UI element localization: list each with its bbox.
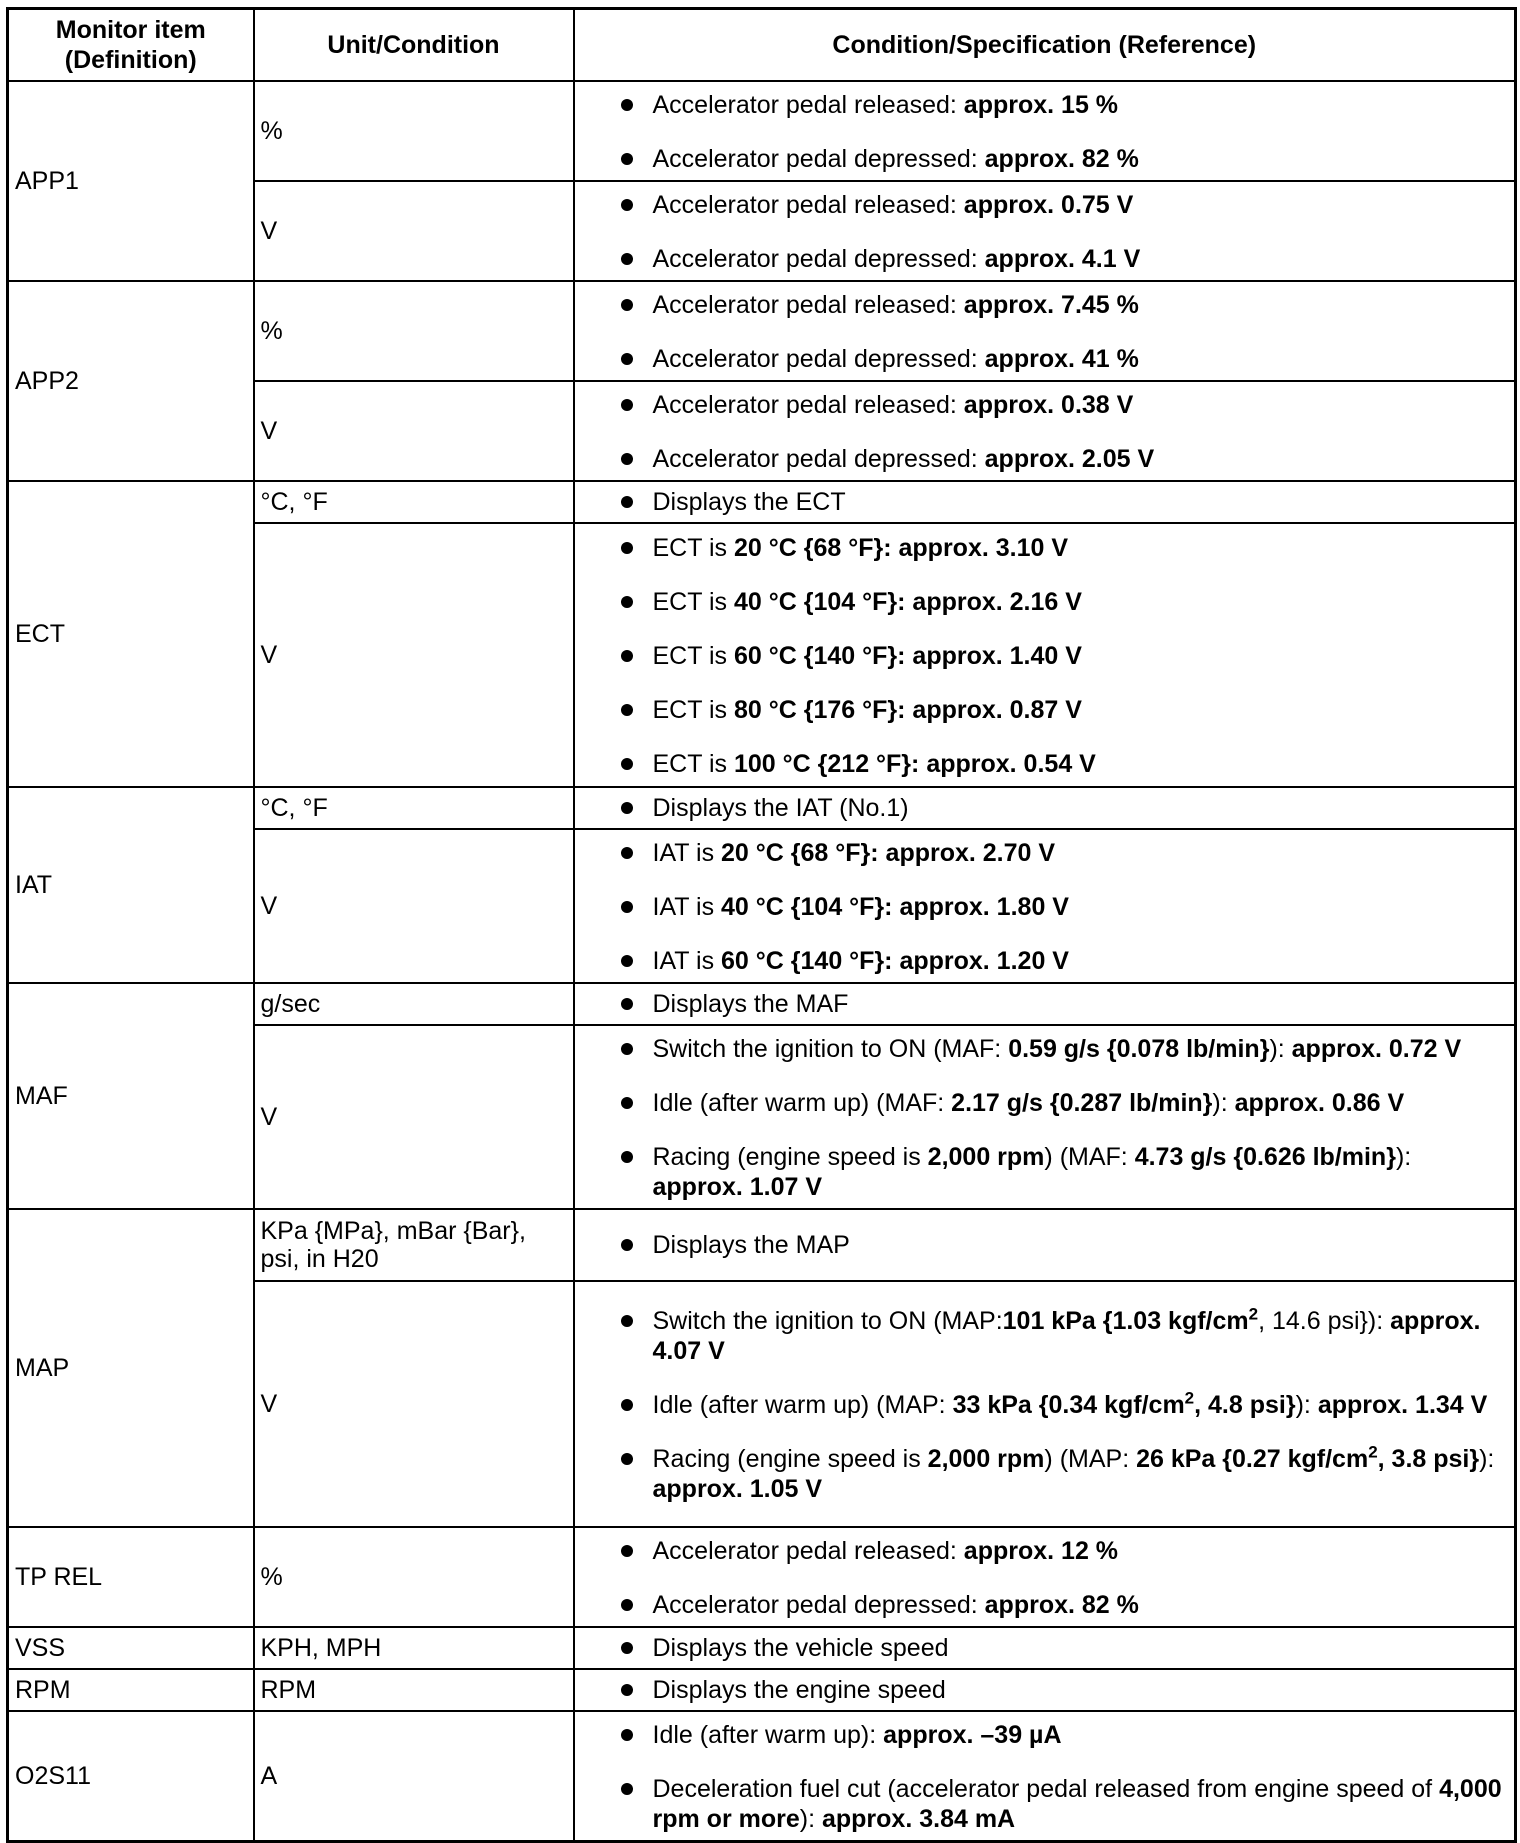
list-item: Accelerator pedal depressed: approx. 4.1 V xyxy=(621,244,1509,274)
list-item: IAT is 20 °C {68 °F}: approx. 2.70 V xyxy=(621,838,1509,868)
item-tp-rel: TP REL xyxy=(8,1527,254,1627)
list-item: Accelerator pedal depressed: approx. 82 % xyxy=(621,1590,1509,1620)
spec-cell xyxy=(574,181,1516,281)
list-item: Accelerator pedal released: approx. 0.38 V xyxy=(621,390,1509,420)
unit-cell: % xyxy=(254,281,574,381)
unit-cell: KPH, MPH xyxy=(254,1627,574,1669)
list-item: IAT is 40 °C {104 °F}: approx. 1.80 V xyxy=(621,892,1509,922)
list-item: Racing (engine speed is 2,000 rpm) (MAP: 26 kPa {0.27 kgf/$cm^2$, 3.8 psi}): approx. 1.05 V xyxy=(621,1444,1509,1504)
list-item: Accelerator pedal released: approx. 15 % xyxy=(621,90,1509,120)
table-row xyxy=(8,1527,1516,1627)
list-item: Accelerator pedal released: approx. 7.45 % xyxy=(621,290,1509,320)
table-row xyxy=(8,81,1516,181)
list-item: Accelerator pedal depressed: approx. 41 % xyxy=(621,344,1509,374)
list-item: Idle (after warm up) (MAP: 33 kPa {0.34 kgf/$cm^2$, 4.8 psi}): approx. 1.34 V xyxy=(621,1390,1509,1420)
table-row xyxy=(8,983,1516,1025)
spec-cell xyxy=(574,481,1516,523)
list-item: Accelerator pedal released: approx. 12 % xyxy=(621,1536,1509,1566)
list-item: Displays the vehicle speed xyxy=(621,1633,1509,1663)
unit-cell: % xyxy=(254,1527,574,1627)
unit-cell: V xyxy=(254,181,574,281)
unit-cell: % xyxy=(254,81,574,181)
list-item: Idle (after warm up) (MAF: 2.17 g/s {0.287 lb/min}): approx. 0.86 V xyxy=(621,1088,1509,1118)
table-row xyxy=(8,787,1516,829)
list-item: ECT is 80 °C {176 °F}: approx. 0.87 V xyxy=(621,695,1509,725)
list-item: Displays the engine speed xyxy=(621,1675,1509,1705)
spec-cell xyxy=(574,1025,1516,1209)
list-item: Deceleration fuel cut (accelerator pedal released from engine speed of 4,000 rpm or more): approx. 3.84 mA xyxy=(621,1774,1509,1834)
item-vss: VSS xyxy=(8,1627,254,1669)
table-row xyxy=(8,1711,1516,1842)
list-item: IAT is 60 °C {140 °F}: approx. 1.20 V xyxy=(621,946,1509,976)
spec-cell xyxy=(574,829,1516,983)
table-row xyxy=(8,481,1516,523)
list-item: ECT is 40 °C {104 °F}: approx. 2.16 V xyxy=(621,587,1509,617)
spec-cell xyxy=(574,1527,1516,1627)
item-maf: MAF xyxy=(8,983,254,1209)
unit-cell: V xyxy=(254,381,574,481)
spec-cell xyxy=(574,1281,1516,1527)
spec-cell xyxy=(574,81,1516,181)
monitor-spec-table xyxy=(6,7,1517,1843)
list-item: Displays the MAP xyxy=(621,1230,1509,1260)
unit-cell: V xyxy=(254,1281,574,1527)
spec-cell xyxy=(574,1711,1516,1842)
header-condition-spec: Condition/Specification (Reference) xyxy=(574,9,1516,82)
spec-cell xyxy=(574,1209,1516,1281)
list-item: Idle (after warm up): approx. –39 µA xyxy=(621,1720,1509,1750)
unit-cell: °C, °F xyxy=(254,481,574,523)
unit-cell: RPM xyxy=(254,1669,574,1711)
spec-cell xyxy=(574,787,1516,829)
list-item: Displays the MAF xyxy=(621,989,1509,1019)
list-item: ECT is 60 °C {140 °F}: approx. 1.40 V xyxy=(621,641,1509,671)
header-unit-condition: Unit/Condition xyxy=(254,9,574,82)
header-monitor-item: Monitor item (Definition) xyxy=(8,9,254,82)
header-row xyxy=(8,9,1516,82)
list-item: ECT is 100 °C {212 °F}: approx. 0.54 V xyxy=(621,749,1509,779)
list-item: Racing (engine speed is 2,000 rpm) (MAF: 4.73 g/s {0.626 lb/min}): approx. 1.07 V xyxy=(621,1142,1509,1202)
item-app1: APP1 xyxy=(8,81,254,281)
spec-cell xyxy=(574,1669,1516,1711)
item-ect: ECT xyxy=(8,481,254,787)
list-item: ECT is 20 °C {68 °F}: approx. 3.10 V xyxy=(621,533,1509,563)
unit-cell: V xyxy=(254,523,574,787)
list-item: Switch the ignition to ON (MAF: 0.59 g/s {0.078 lb/min}): approx. 0.72 V xyxy=(621,1034,1509,1064)
item-iat: IAT xyxy=(8,787,254,983)
unit-cell: KPa {MPa}, mBar {Bar}, psi, in H20 xyxy=(254,1209,574,1281)
item-app2: APP2 xyxy=(8,281,254,481)
table-row xyxy=(8,1209,1516,1281)
table-row xyxy=(8,1627,1516,1669)
spec-cell xyxy=(574,281,1516,381)
spec-cell xyxy=(574,381,1516,481)
list-item: Accelerator pedal released: approx. 0.75 V xyxy=(621,190,1509,220)
list-item: Displays the IAT (No.1) xyxy=(621,793,1509,823)
unit-cell: A xyxy=(254,1711,574,1842)
unit-cell: g/sec xyxy=(254,983,574,1025)
list-item: Switch the ignition to ON (MAP:101 kPa {1.03 kgf/$cm^2$, 14.6 psi}): approx. 4.07 V xyxy=(621,1306,1509,1366)
spec-cell xyxy=(574,1627,1516,1669)
unit-cell: °C, °F xyxy=(254,787,574,829)
list-item: Accelerator pedal depressed: approx. 2.05 V xyxy=(621,444,1509,474)
item-map: MAP xyxy=(8,1209,254,1527)
spec-cell xyxy=(574,523,1516,787)
unit-cell: V xyxy=(254,1025,574,1209)
unit-cell: V xyxy=(254,829,574,983)
item-rpm: RPM xyxy=(8,1669,254,1711)
list-item: Accelerator pedal depressed: approx. 82 % xyxy=(621,144,1509,174)
item-o2s11: O2S11 xyxy=(8,1711,254,1842)
table-row xyxy=(8,1669,1516,1711)
list-item: Displays the ECT xyxy=(621,487,1509,517)
spec-cell xyxy=(574,983,1516,1025)
table-row xyxy=(8,281,1516,381)
spec-table-container xyxy=(6,7,1514,1843)
